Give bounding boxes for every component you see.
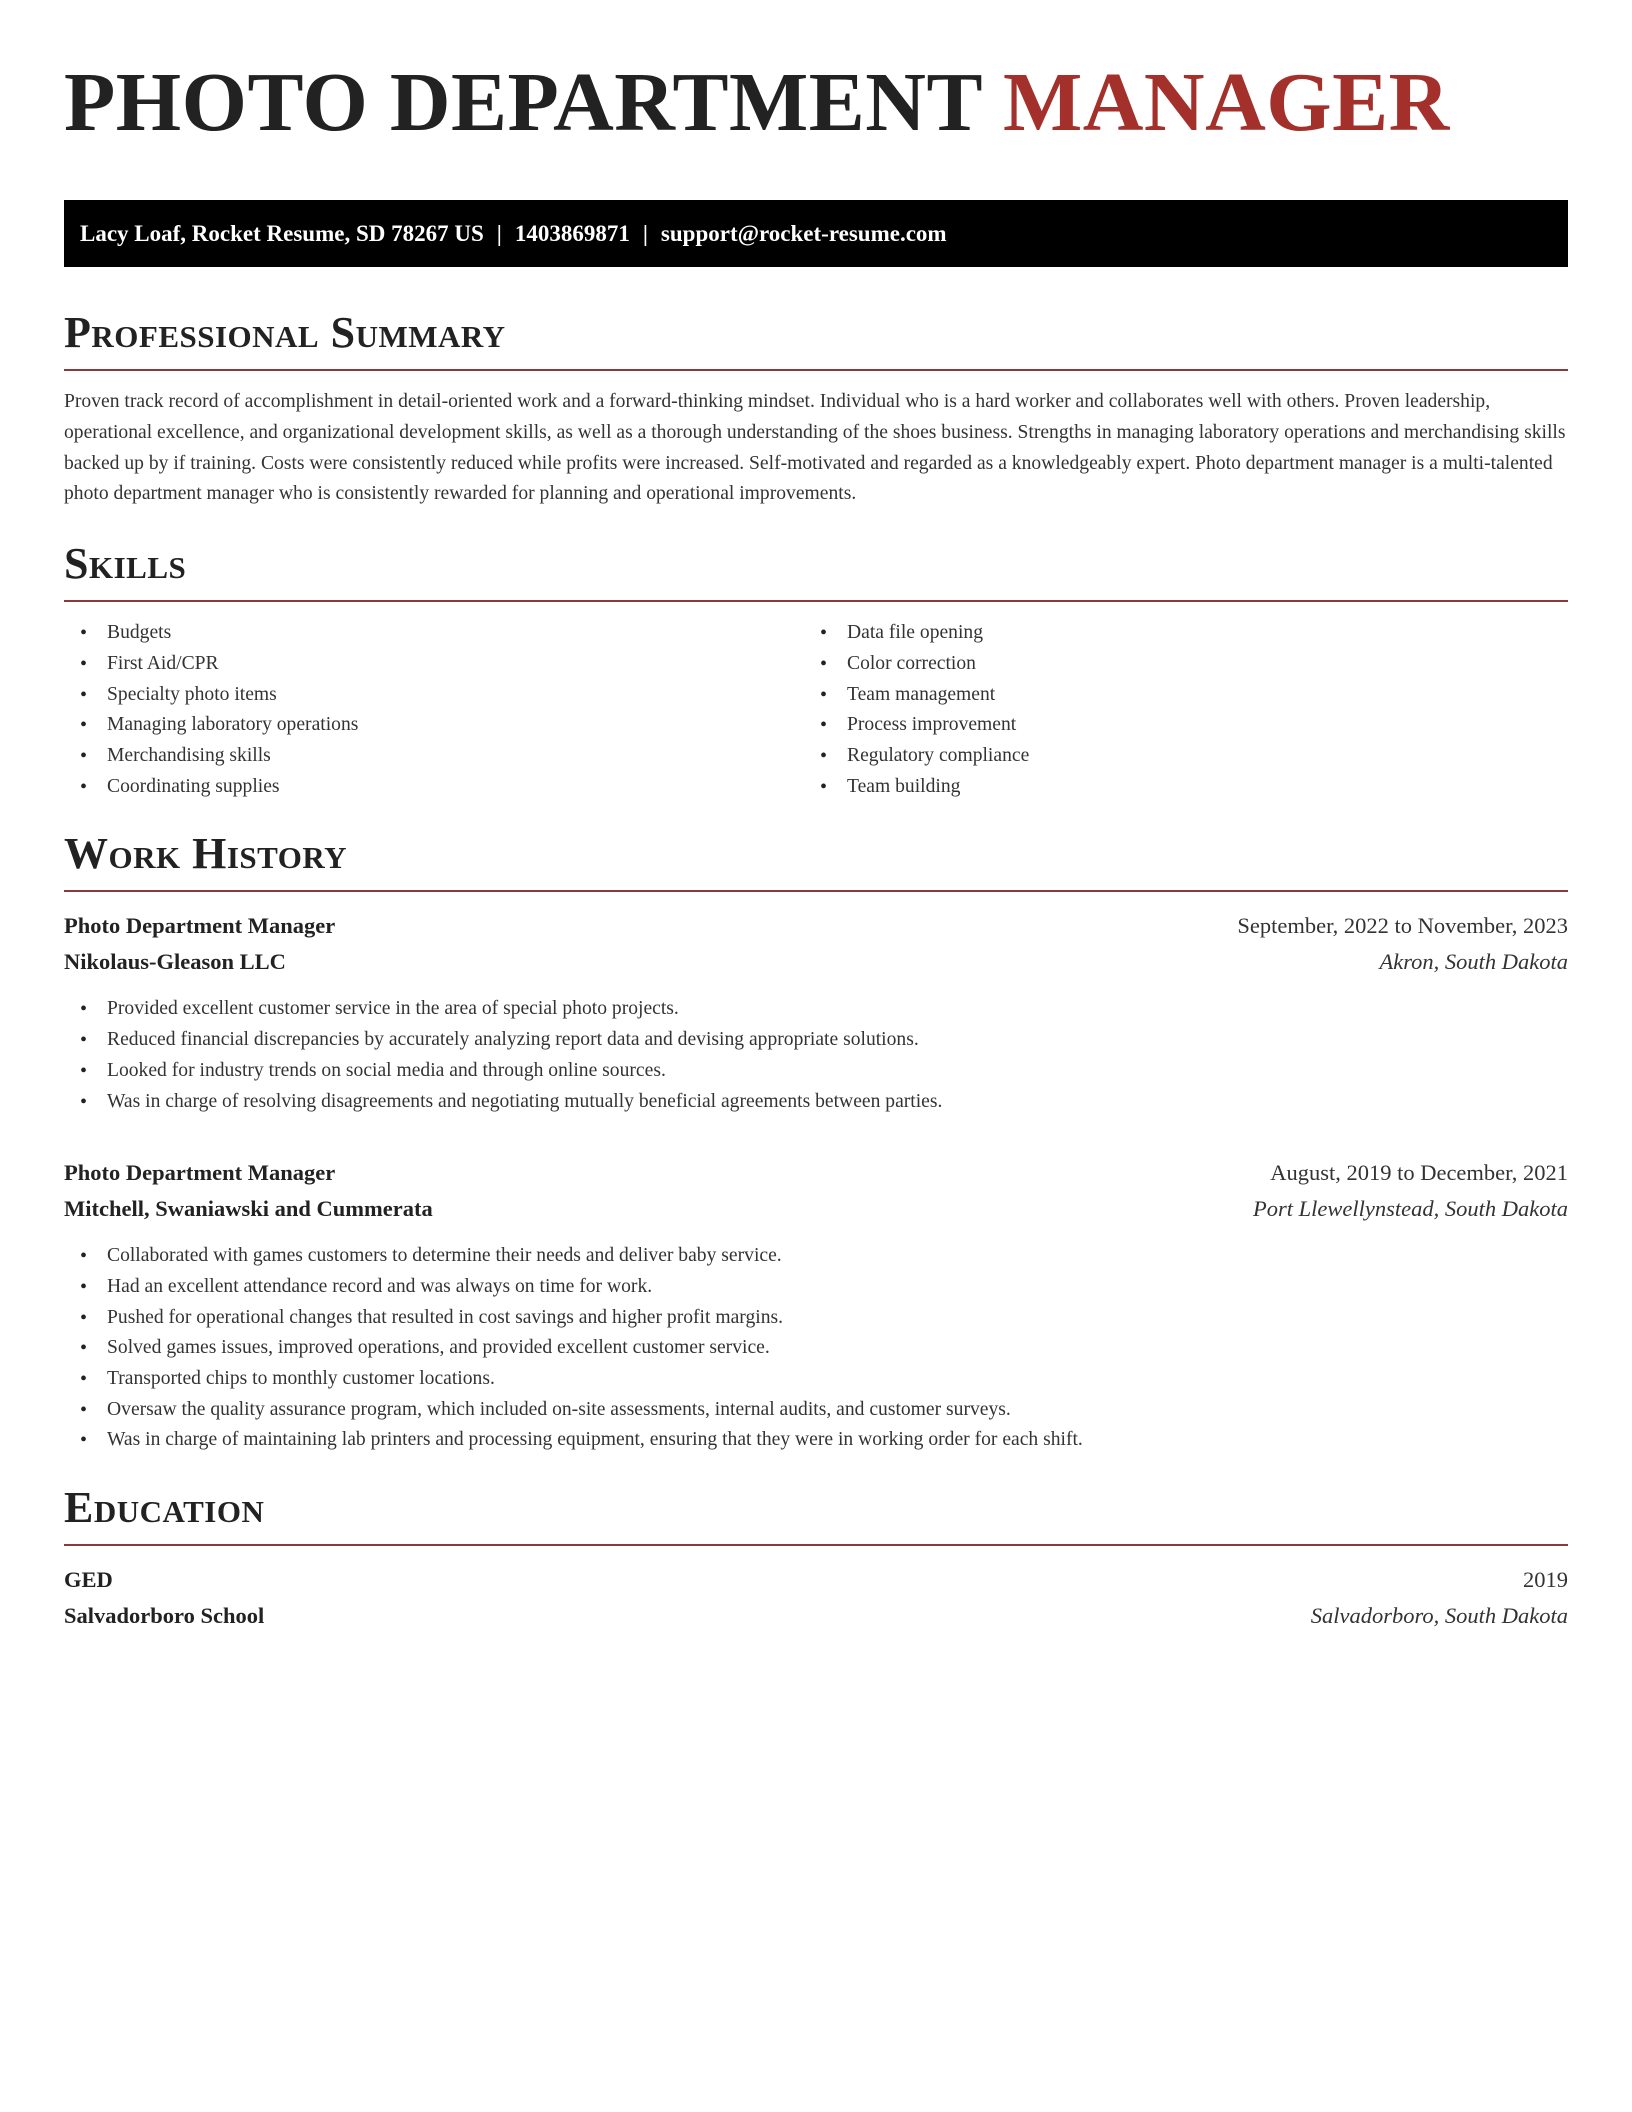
- education-year: 2019: [1523, 1567, 1568, 1593]
- job-bullet: • Solved games issues, improved operations, and provided excellent customer service.: [64, 1333, 1568, 1364]
- work-history-heading: Work History: [64, 829, 348, 879]
- job-company: Nikolaus-Gleason LLC: [64, 949, 286, 975]
- job-company: Mitchell, Swaniawski and Cummerata: [64, 1196, 433, 1222]
- education-section: [64, 1484, 1568, 1634]
- skill-item: • Specialty photo items: [64, 680, 804, 711]
- section-divider: [64, 600, 1568, 602]
- skill-item: • Budgets: [64, 618, 804, 649]
- education-school: Salvadorboro School: [64, 1603, 265, 1629]
- job-bullet: • Oversaw the quality assurance program, which included on-site assessments, internal audits, and customer surveys.: [64, 1395, 1568, 1426]
- skills-list-right: [804, 618, 1544, 802]
- skills-grid: [64, 618, 1568, 802]
- title-accent: MANAGER: [1002, 56, 1450, 149]
- summary-text: Proven track record of accomplishment in detail-oriented work and a forward-thinking mindset. Individual who is a hard worker and collaborates well with others. Proven leadership, operational excellence, and organizational development skills, as well as a thorough understanding of the shoes business. Strengths in managing laboratory operations and merchandising skills backed up by if training. Costs were consistently reduced while profits were increased. Self-motivated and regarded as a knowledgeably expert. Photo department manager is a multi-talented photo department manager who is consistently rewarded for planning and operational improvements.: [64, 391, 1566, 505]
- contact-phone: 1403869871: [514, 221, 630, 246]
- education-degree: GED: [64, 1567, 113, 1593]
- job-bullet: • Reduced financial discrepancies by accurately analyzing report data and devising appropriate solutions.: [64, 1025, 1568, 1056]
- job-bullet: • Provided excellent customer service in the area of special photo projects.: [64, 994, 1568, 1025]
- job-bullets: [64, 1241, 1568, 1456]
- contact-bar: [64, 200, 1568, 267]
- job-location: Port Llewellynstead, South Dakota: [1253, 1196, 1568, 1222]
- section-divider: [64, 1544, 1568, 1546]
- job-bullet: • Had an excellent attendance record and was always on time for work.: [64, 1272, 1568, 1303]
- skill-item: • Merchandising skills: [64, 741, 804, 772]
- skill-item: • Team building: [804, 772, 1544, 803]
- skills-heading: Skills: [64, 539, 187, 589]
- job-dates: September, 2022 to November, 2023: [1237, 913, 1568, 939]
- resume-title: [64, 58, 1568, 148]
- job-dates: August, 2019 to December, 2021: [1270, 1160, 1568, 1186]
- skill-item: • Color correction: [804, 649, 1544, 680]
- job-header-row: [64, 908, 1568, 944]
- job-company-row: [64, 1191, 1568, 1227]
- skills-section: [64, 540, 1568, 802]
- education-school-row: [64, 1598, 1568, 1634]
- skill-item: • Data file opening: [804, 618, 1544, 649]
- summary-heading: Professional Summary: [64, 308, 506, 357]
- job-bullet: • Transported chips to monthly customer locations.: [64, 1364, 1568, 1395]
- job-bullet: • Looked for industry trends on social media and through online sources.: [64, 1056, 1568, 1087]
- skill-item: • First Aid/CPR: [64, 649, 804, 680]
- education-entry: [64, 1562, 1568, 1634]
- contact-separator: |: [496, 221, 502, 246]
- skill-item: • Managing laboratory operations: [64, 710, 804, 741]
- contact-separator: |: [642, 221, 648, 246]
- skill-item: • Team management: [804, 680, 1544, 711]
- contact-email: support@rocket-resume.com: [660, 221, 947, 246]
- contact-address: Lacy Loaf, Rocket Resume, SD 78267 US: [80, 221, 484, 246]
- education-degree-row: [64, 1562, 1568, 1598]
- job-bullet: • Collaborated with games customers to determine their needs and deliver baby service.: [64, 1241, 1568, 1272]
- job-title: Photo Department Manager: [64, 1160, 336, 1186]
- skill-item: • Coordinating supplies: [64, 772, 804, 803]
- job-entry: [64, 908, 1568, 1117]
- work-history-section: [64, 830, 1568, 1456]
- job-bullets: [64, 994, 1568, 1117]
- job-bullet: • Was in charge of maintaining lab printers and processing equipment, ensuring that they were in working order for each shift.: [64, 1425, 1568, 1456]
- education-location: Salvadorboro, South Dakota: [1310, 1603, 1568, 1629]
- job-bullet: • Pushed for operational changes that resulted in cost savings and higher profit margins.: [64, 1303, 1568, 1334]
- skills-list-left: [64, 618, 804, 802]
- section-divider: [64, 890, 1568, 892]
- job-entry: [64, 1155, 1568, 1456]
- job-header-row: [64, 1155, 1568, 1191]
- job-bullet: • Was in charge of resolving disagreements and negotiating mutually beneficial agreements between parties.: [64, 1087, 1568, 1118]
- skill-item: • Regulatory compliance: [804, 741, 1544, 772]
- job-company-row: [64, 944, 1568, 980]
- title-main: PHOTO DEPARTMENT: [64, 56, 982, 149]
- job-location: Akron, South Dakota: [1379, 949, 1568, 975]
- summary-section: [64, 309, 1568, 510]
- skill-item: • Process improvement: [804, 710, 1544, 741]
- education-heading: Education: [64, 1483, 265, 1533]
- job-title: Photo Department Manager: [64, 913, 336, 939]
- section-divider: [64, 369, 1568, 371]
